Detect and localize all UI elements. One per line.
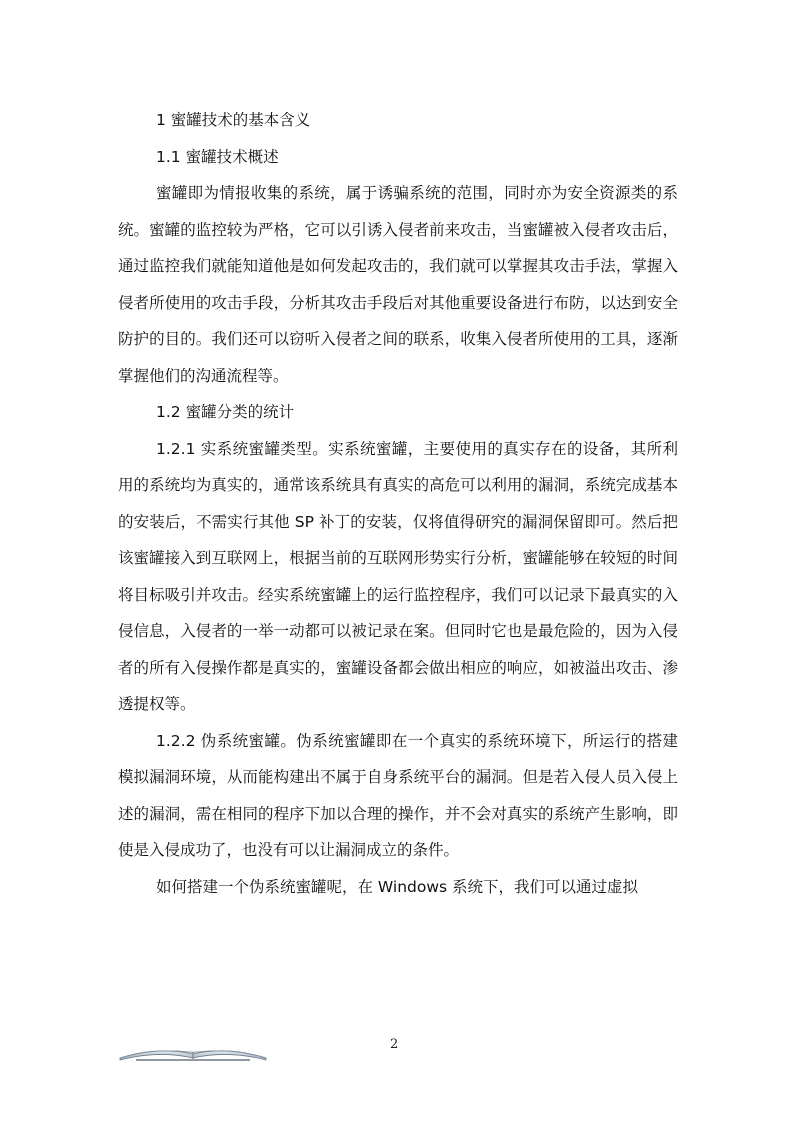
paragraph-pseudo-system-honeypot: 1.2.2 伪系统蜜罐。伪系统蜜罐即在一个真实的系统环境下，所运行的搭建模拟漏洞环境，从而能构建出不属于自身系统平台的漏洞。但是若入侵人员入侵上述的漏洞，需在相同的程序下加以合理的操作，并不会对真实的系统产生影响，即使是入侵成功了，也没有可以让漏洞成立的条件。 [118,731,678,859]
subsection-heading-1-2: 1.2 蜜罐分类的统计 [156,403,295,421]
page-number: 2 [390,1037,399,1052]
open-book-icon [118,1040,268,1062]
subsection-heading-1-1: 1.1 蜜罐技术概述 [156,147,279,166]
paragraph-build-pseudo-honeypot: 如何搭建一个伪系统蜜罐呢，在 Windows 系统下，我们可以通过虚拟 [156,877,639,896]
paragraph-real-system-honeypot: 1.2.1 实系统蜜罐类型。实系统蜜罐，主要使用的真实存在的设备，其所利用的系统均为真实的，通常该系统具有真实的高危可以利用的漏洞，系统完成基本的安装后，不需实行其他 SP 补丁的安装，仅将值得研究的漏洞保留即可。然后把该蜜罐接入到互联网上，根据当前的互联网形势实行分析，蜜罐能够在较短的时间将目标吸引并攻击。经实系统蜜罐上的运行监控程序，我们可以记录下最真实的入侵信息，入侵者的一举一动都可以被记录在案。但同时它也是最危险的，因为入侵者的所有入侵操作都是真实的，蜜罐设备都会做出相应的响应，如被溢出攻击、渗透提权等。 [118,439,678,713]
section-heading-1: 1 蜜罐技术的基本含义 [156,111,311,129]
document-body [118,102,678,905]
paragraph-honeypot-overview: 蜜罐即为情报收集的系统，属于诱骗系统的范围，同时亦为安全资源类的系统。蜜罐的监控较为严格，它可以引诱入侵者前来攻击，当蜜罐被入侵者攻击后，通过监控我们就能知道他是如何发起攻击的，我们就可以掌握其攻击手法，掌握入侵者所使用的攻击手段，分析其攻击手段后对其他重要设备进行布防，以达到安全防护的目的。我们还可以窃听入侵者之间的联系，收集入侵者所使用的工具，逐渐掌握他们的沟通流程等。 [118,184,678,385]
